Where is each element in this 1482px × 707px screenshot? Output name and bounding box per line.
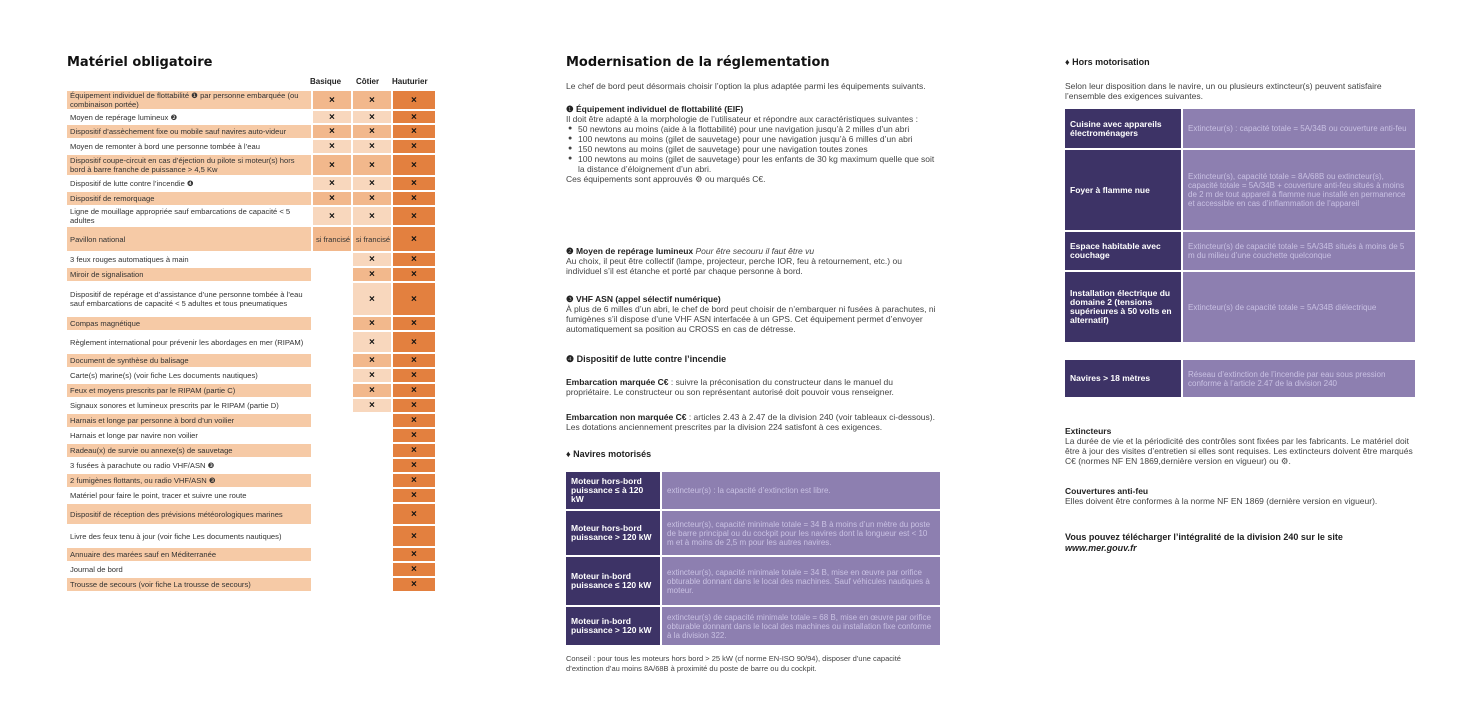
mark-cell-b — [311, 369, 351, 384]
mark-cell-b — [311, 140, 351, 155]
unmarked-block — [566, 412, 936, 432]
equipment-label: Ligne de mouillage appropriée sauf embarcations de capacité < 5 adultes — [67, 207, 311, 227]
mark-cell-b — [311, 459, 351, 474]
mark-cell-h — [391, 578, 435, 593]
mark-cell-c — [351, 177, 391, 192]
mark-cell-c — [351, 317, 391, 332]
couverture-block — [1065, 486, 1415, 506]
mark-cell-h — [391, 354, 435, 369]
mark-cell-h — [391, 91, 435, 111]
table-row — [67, 207, 435, 227]
table-row — [67, 253, 435, 268]
check-mark-icon: × — [329, 94, 335, 106]
equipment-label: Carte(s) marine(s) (voir fiche Les documents nautiques) — [67, 369, 311, 384]
equipment-label: Dispositif de remorquage — [67, 192, 311, 207]
equipment-label: Dispositif de lutte contre l’incendie ❹ — [67, 177, 311, 192]
mark-cell-c — [351, 384, 391, 399]
check-mark-icon: × — [329, 210, 335, 222]
vhf-title: ❸ VHF ASN (appel sélectif numérique) — [566, 294, 721, 304]
table-row — [1065, 149, 1415, 231]
table-row — [67, 526, 435, 548]
check-mark-icon: × — [411, 111, 417, 123]
col-header-hauturier: Hauturier — [392, 77, 428, 86]
equipment-label: Livre des feux tenu à jour (voir fiche Les documents nautiques) — [67, 526, 311, 548]
mark-cell-c — [351, 578, 391, 593]
table-row — [67, 177, 435, 192]
check-mark-icon: × — [368, 193, 375, 204]
mark-cell-h — [391, 111, 435, 125]
mark-cell-c — [351, 91, 391, 111]
check-mark-icon: × — [411, 430, 417, 441]
section-title: Matériel obligatoire — [67, 55, 213, 70]
mark-cell-b — [311, 354, 351, 369]
intro-text: Le chef de bord peut désormais choisir l’option la plus adaptée parmi les équipements suivants. — [566, 81, 926, 91]
table-row — [566, 606, 940, 646]
light-text: Au choix, il peut être collectif (lampe, projecteur, perche IOR, feu à retournement, etc.) ou individuel s’il est étanche et porté par chaque personne à bord. — [566, 256, 902, 276]
equipment-label: Signaux sonores et lumineux prescrits par le RIPAM (partie D) — [67, 399, 311, 414]
equipment-label: 3 fusées à parachute ou radio VHF/ASN ❸ — [67, 459, 311, 474]
motor-key: Moteur hors-bord puissance ≤ à 120 kW — [566, 472, 661, 510]
table-row — [67, 192, 435, 207]
mark-cell-h — [391, 504, 435, 526]
eif-bullet: ● 100 newtons au moins (gilet de sauvetage) pour les enfants de 30 kg maximum quelle que soit la distance d’éloignement d’un abri. — [566, 154, 936, 174]
hm-value: Extincteur(s) de capacité totale = 5A/34B situés à moins de 5 m du milieu d’une couchette quelconque — [1182, 231, 1415, 271]
equipment-label: Document de synthèse du balisage — [67, 354, 311, 369]
mark-cell-b — [311, 548, 351, 563]
table-row — [67, 140, 435, 155]
table-row — [1065, 360, 1415, 398]
table-row — [1065, 109, 1415, 149]
mark-cell-b — [311, 474, 351, 489]
extincteurs-block — [1065, 426, 1415, 466]
mark-cell-c — [351, 268, 391, 283]
conseil-text: Conseil : pour tous les moteurs hors bord > 25 kW (cf norme EN-ISO 90/94), disposer d’une capacité d’extinction d’au moins 8A/68B à proximité du poste de barre ou du cockpit. — [566, 654, 901, 673]
mark-cell-c — [351, 429, 391, 444]
equipment-label: Journal de bord — [67, 563, 311, 578]
mark-cell-b — [311, 399, 351, 414]
col-header-cotier: Côtier — [356, 77, 380, 86]
hors-motor-title: ♦ Hors motorisation — [1065, 57, 1150, 67]
mark-cell-c — [351, 332, 391, 354]
check-mark-icon: × — [368, 111, 375, 123]
hm-value: Extincteur(s) de capacité totale = 5A/34B diélectrique — [1182, 271, 1415, 343]
hors-motor-table — [1065, 109, 1415, 344]
eif-text: Il doit être adapté à la morphologie de l’utilisateur et répondre aux caractéristiques suivantes : — [566, 114, 919, 124]
mark-cell-h — [391, 548, 435, 563]
hm-key: Cuisine avec appareils électroménagers — [1065, 109, 1182, 149]
check-mark-icon: × — [329, 178, 335, 189]
hm-key: Espace habitable avec couchage — [1065, 231, 1182, 271]
mark-cell-b: si francisé — [311, 227, 351, 253]
check-mark-icon: × — [368, 318, 375, 329]
eif-bullet: ● 100 newtons au moins (gilet de sauvetage) pour une navigation jusqu’à 6 milles d’un abri — [566, 134, 936, 144]
mark-cell-c — [351, 283, 391, 317]
ext-text: La durée de vie et la périodicité des contrôles sont fixées par les fabricants. Le matériel doit être à jour des visites d’entretien si elles sont requises. Les extincteurs doivent être marqués C€ (normes NF EN 1869,dernière version en vigueur) ou ⚙. — [1065, 436, 1413, 466]
mark-cell-h — [391, 563, 435, 578]
motor-value: extincteur(s) : la capacité d’extinction est libre. — [661, 472, 940, 510]
table-row — [67, 155, 435, 177]
table-row — [67, 444, 435, 459]
mark-cell-c — [351, 414, 391, 429]
table-row — [1065, 231, 1415, 271]
eif-bullet: ● 50 newtons au moins (aide à la flottabilité) pour une navigation jusqu’à 2 milles d’un abri — [566, 124, 936, 134]
mark-cell-h — [391, 283, 435, 317]
ship-key: Navires > 18 mètres — [1065, 360, 1182, 398]
hm-key: Foyer à flamme nue — [1065, 149, 1182, 231]
mark-cell-b — [311, 283, 351, 317]
table-row — [67, 489, 435, 504]
mark-cell-b — [311, 578, 351, 593]
check-mark-icon: × — [411, 193, 417, 204]
mark-cell-c — [351, 548, 391, 563]
light-title-italic: Pour être secouru il faut être vu — [695, 246, 815, 256]
check-mark-icon: × — [368, 94, 375, 106]
mark-cell-b — [311, 177, 351, 192]
mark-cell-b — [311, 207, 351, 227]
vhf-text: À plus de 6 milles d’un abri, le chef de bord peut choisir de n’embarquer ni fusées à parachutes, ni fumigènes s’il dispose d’une VHF ASN interfacée à un GPS. Cet équipement permet d’envoyer automatiquement sa position au CROSS en cas de détresse. — [566, 304, 936, 334]
check-mark-icon: × — [368, 159, 375, 171]
check-mark-icon: × — [411, 94, 417, 106]
mark-cell-h — [391, 227, 435, 253]
check-mark-icon: × — [368, 254, 375, 265]
mark-cell-b — [311, 429, 351, 444]
mark-cell-b — [311, 414, 351, 429]
check-mark-icon: × — [368, 355, 375, 366]
check-mark-icon: × — [411, 355, 417, 366]
marked-block — [566, 377, 936, 397]
mark-cell-c — [351, 526, 391, 548]
mark-cell-h — [391, 459, 435, 474]
check-mark-icon: × — [329, 193, 335, 204]
table-row — [67, 504, 435, 526]
table-row — [67, 548, 435, 563]
check-mark-icon: × — [368, 370, 375, 381]
check-mark-icon: × — [411, 549, 417, 560]
check-mark-icon: × — [411, 460, 417, 471]
table-row — [566, 510, 940, 556]
mark-cell-b — [311, 504, 351, 526]
mark-cell-c — [351, 504, 391, 526]
mark-cell-b — [311, 91, 351, 111]
mark-cell-c — [351, 155, 391, 177]
check-mark-icon: × — [411, 126, 417, 137]
mark-cell-b — [311, 253, 351, 268]
mark-cell-h — [391, 253, 435, 268]
check-mark-icon: × — [411, 178, 417, 189]
mark-cell-b — [311, 563, 351, 578]
mark-cell-c — [351, 369, 391, 384]
hm-value: Extincteur(s) : capacité totale = 5A/34B ou couverture anti-feu — [1182, 109, 1415, 149]
table-row — [67, 332, 435, 354]
mark-cell-h — [391, 429, 435, 444]
check-mark-icon: × — [368, 141, 375, 152]
equipment-label: Harnais et longe par navire non voilier — [67, 429, 311, 444]
equipment-label: Moyen de remonter à bord une personne tombée à l’eau — [67, 140, 311, 155]
mark-cell-c — [351, 444, 391, 459]
check-mark-icon: × — [411, 159, 417, 171]
hors-motor-intro: Selon leur disposition dans le navire, un ou plusieurs extincteur(s) peuvent satisfaire l’ensemble des exigences suivantes. — [1065, 81, 1382, 101]
check-mark-icon: × — [411, 564, 417, 575]
mark-cell-h — [391, 140, 435, 155]
equipment-label: Dispositif de réception des prévisions météorologiques marines — [67, 504, 311, 526]
download-block — [1065, 532, 1415, 554]
mark-cell-c — [351, 474, 391, 489]
equipment-label: Annuaire des marées sauf en Méditerranée — [67, 548, 311, 563]
mark-cell-c — [351, 140, 391, 155]
table-row — [67, 125, 435, 140]
motor-key: Moteur in-bord puissance ≤ 120 kW — [566, 556, 661, 606]
table-row — [67, 268, 435, 283]
check-mark-icon: × — [411, 269, 417, 280]
eif-block — [566, 104, 936, 184]
mark-cell-h — [391, 384, 435, 399]
section-title: Modernisation de la réglementation — [566, 55, 830, 70]
mark-cell-h — [391, 444, 435, 459]
table-row — [67, 429, 435, 444]
equipment-label: 3 feux rouges automatiques à main — [67, 253, 311, 268]
equipment-label: Dispositif d’assèchement fixe ou mobile sauf navires auto-videur — [67, 125, 311, 140]
mark-cell-b — [311, 192, 351, 207]
mark-cell-h — [391, 526, 435, 548]
mark-cell-c — [351, 192, 391, 207]
ship-value: Réseau d’extinction de l’incendie par eau sous pression conforme à l’article 2.47 de la division 240 — [1182, 360, 1415, 398]
check-mark-icon: × — [368, 336, 375, 348]
mark-cell-h — [391, 155, 435, 177]
mark-cell-b — [311, 332, 351, 354]
mark-cell-b — [311, 317, 351, 332]
mark-cell-b — [311, 125, 351, 140]
mark-cell-b — [311, 384, 351, 399]
mark-cell-c — [351, 354, 391, 369]
equipment-label: Règlement international pour prévenir les abordages en mer (RIPAM) — [67, 332, 311, 354]
equipment-label: Moyen de repérage lumineux ❷ — [67, 111, 311, 125]
table-row — [67, 578, 435, 593]
mark-cell-b — [311, 155, 351, 177]
table-row — [67, 91, 435, 111]
table-row — [67, 227, 435, 253]
check-mark-icon: × — [411, 210, 417, 222]
eif-bullet: ● 150 newtons au moins (gilet de sauvetage) pour une navigation toutes zones — [566, 144, 936, 154]
motor-key: Moteur hors-bord puissance > 120 kW — [566, 510, 661, 556]
equipment-label: Équipement individuel de flottabilité ❶ par personne embarquée (ou combinaison portée) — [67, 91, 311, 111]
check-mark-icon: × — [368, 385, 375, 396]
mark-cell-c — [351, 125, 391, 140]
unmarked-title: Embarcation non marquée C€ — [566, 412, 687, 422]
table-row — [67, 354, 435, 369]
equipment-label: Dispositif de repérage et d’assistance d’une personne tombée à l’eau sauf embarcations de capacité < 5 adultes et tous pneumatiques — [67, 283, 311, 317]
mark-cell-h — [391, 489, 435, 504]
mark-cell-b — [311, 268, 351, 283]
light-block — [566, 246, 936, 276]
mark-cell-h — [391, 207, 435, 227]
table-row — [1065, 271, 1415, 343]
mark-cell-h — [391, 268, 435, 283]
motor-value: extincteur(s) de capacité minimale totale = 68 B, mise en œuvre par orifice obturable donnant dans le local des machines ou installation fixe conforme à la division 322. — [661, 606, 940, 646]
equipment-label: Dispositif coupe-circuit en cas d’éjection du pilote si moteur(s) hors bord à barre franche de puissance > 4,5 Kw — [67, 155, 311, 177]
table-row — [67, 111, 435, 125]
eif-approved: Ces équipements sont approuvés ⚙ ou marqués C€. — [566, 174, 766, 184]
marked-title: Embarcation marquée C€ — [566, 377, 669, 387]
check-mark-icon: × — [368, 178, 375, 189]
mark-cell-b — [311, 489, 351, 504]
check-mark-icon: × — [368, 126, 375, 137]
mark-cell-b — [311, 444, 351, 459]
check-mark-icon: × — [411, 400, 417, 411]
check-mark-icon: × — [329, 111, 335, 123]
equipment-label: Harnais et longe par personne à bord d’un voilier — [67, 414, 311, 429]
mark-cell-c — [351, 207, 391, 227]
table-row — [566, 556, 940, 606]
cov-text: Elles doivent être conformes à la norme NF EN 1869 (dernière version en vigueur). — [1065, 496, 1378, 506]
equipment-label: Miroir de signalisation — [67, 268, 311, 283]
table-row — [67, 459, 435, 474]
mark-cell-c — [351, 459, 391, 474]
hm-value: Extincteur(s), capacité totale = 8A/68B ou extincteur(s), capacité totale = 5A/34B + couverture anti-feu situés à moins de 2 m de tout appareil à flamme nue installé en permanence et accessible en cas d’inflammation de l’appareil — [1182, 149, 1415, 231]
check-mark-icon: × — [411, 293, 417, 305]
ext-title: Extincteurs — [1065, 426, 1112, 436]
cov-title: Couvertures anti-feu — [1065, 486, 1149, 496]
equipment-label: Radeau(x) de survie ou annexe(s) de sauvetage — [67, 444, 311, 459]
check-mark-icon: × — [411, 385, 417, 396]
col-header-basique: Basique — [310, 77, 342, 86]
check-mark-icon: × — [411, 254, 417, 265]
equipment-table — [67, 91, 435, 593]
mark-cell-h — [391, 317, 435, 332]
light-title: ❷ Moyen de repérage lumineux — [566, 246, 694, 256]
vhf-block — [566, 294, 936, 334]
mark-cell-c — [351, 489, 391, 504]
equipment-label: Compas magnétique — [67, 317, 311, 332]
mark-cell-h — [391, 414, 435, 429]
check-mark-icon: × — [329, 159, 335, 171]
motor-title: ♦ Navires motorisés — [566, 449, 652, 459]
mark-cell-h — [391, 369, 435, 384]
check-mark-icon: × — [411, 233, 417, 245]
check-mark-icon: × — [411, 370, 417, 381]
equipment-label: 2 fumigènes flottants, ou radio VHF/ASN ❸ — [67, 474, 311, 489]
motor-value: extincteur(s), capacité minimale totale = 34 B, mise en œuvre par orifice obturable donnant dans le local des machines. Sauf véhicules nautiques à moteur. — [661, 556, 940, 606]
table-row — [566, 472, 940, 510]
download-text: Vous pouvez télécharger l’intégralité de la division 240 sur le site — [1065, 532, 1343, 542]
mark-cell-h — [391, 474, 435, 489]
mark-cell-h — [391, 192, 435, 207]
mark-cell-c — [351, 253, 391, 268]
check-mark-icon: × — [411, 490, 417, 501]
check-mark-icon: × — [411, 415, 417, 426]
check-mark-icon: × — [411, 579, 417, 590]
mark-cell-c — [351, 563, 391, 578]
check-mark-icon: × — [368, 269, 375, 280]
check-mark-icon: × — [411, 475, 417, 486]
mark-cell-c — [351, 111, 391, 125]
table-row — [67, 384, 435, 399]
check-mark-icon: × — [368, 293, 375, 305]
site-link[interactable]: www.mer.gouv.fr — [1065, 543, 1137, 553]
mark-cell-h — [391, 399, 435, 414]
large-ship-table — [1065, 360, 1415, 399]
check-mark-icon: × — [411, 445, 417, 456]
fire-title: ❹ Dispositif de lutte contre l’incendie — [566, 354, 727, 364]
mark-cell-b — [311, 111, 351, 125]
equipment-label: Trousse de secours (voir fiche La trousse de secours) — [67, 578, 311, 593]
table-row — [67, 399, 435, 414]
mark-cell-h — [391, 125, 435, 140]
equipment-label: Feux et moyens prescrits par le RIPAM (partie C) — [67, 384, 311, 399]
mark-cell-c — [351, 399, 391, 414]
check-mark-icon: × — [411, 318, 417, 329]
check-mark-icon: × — [411, 336, 417, 348]
marked-text: : suivre la préconisation du constructeur dans le manuel du propriétaire. Le constructeur ou son représentant autorisé doit pouvoir vous renseigner. — [566, 377, 894, 397]
motor-value: extincteur(s), capacité minimale totale = 34 B à moins d’un mètre du poste de barre principal ou du cockpit pour les navires dont la longueur est < 10 m et à moins de 2,5 m pour les autres navires. — [661, 510, 940, 556]
hm-key: Installation électrique du domaine 2 (tensions supérieures à 50 volts en alternatif) — [1065, 271, 1182, 343]
check-mark-icon: × — [411, 530, 417, 542]
check-mark-icon: × — [329, 126, 335, 137]
eif-title: ❶ Équipement individuel de flottabilité (EIF) — [566, 104, 744, 114]
table-row — [67, 283, 435, 317]
mark-cell-c: si francisé — [351, 227, 391, 253]
check-mark-icon: × — [368, 210, 375, 222]
check-mark-icon: × — [411, 141, 417, 152]
table-row — [67, 369, 435, 384]
equipment-label: Matériel pour faire le point, tracer et suivre une route — [67, 489, 311, 504]
mark-cell-h — [391, 332, 435, 354]
table-row — [67, 474, 435, 489]
table-row — [67, 563, 435, 578]
check-mark-icon: × — [329, 141, 335, 152]
equipment-label: Pavillon national — [67, 227, 311, 253]
check-mark-icon: × — [368, 400, 375, 411]
motor-key: Moteur in-bord puissance > 120 kW — [566, 606, 661, 646]
table-row — [67, 414, 435, 429]
motor-table — [566, 472, 940, 647]
unmarked-text: : articles 2.43 à 2.47 de la division 240 (voir tableaux ci-dessous). Les dotations anciennement prescrites par la division 224 satisfont à ces exigences. — [566, 412, 935, 432]
check-mark-icon: × — [411, 508, 417, 520]
mark-cell-h — [391, 177, 435, 192]
mark-cell-b — [311, 526, 351, 548]
table-row — [67, 317, 435, 332]
